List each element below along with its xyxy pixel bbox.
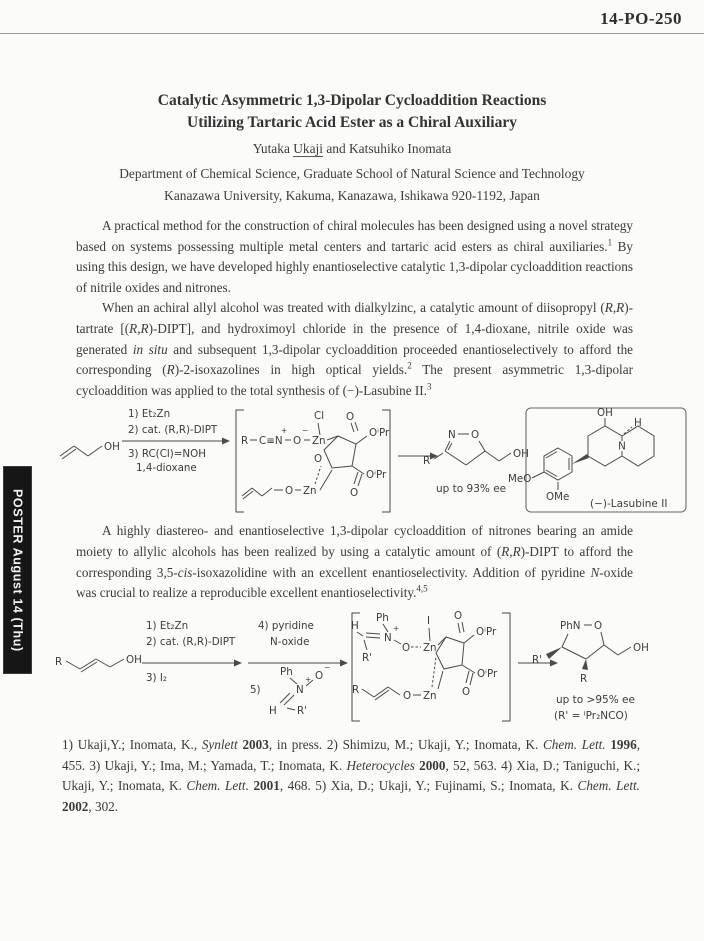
ring-nitrogen: N	[618, 440, 626, 453]
minus-charge: −	[324, 662, 331, 672]
isoxazoline-product	[423, 429, 532, 496]
atom-label-zn: Zn	[423, 641, 437, 654]
affiliation	[0, 163, 704, 207]
ring-o: O	[471, 429, 480, 442]
ring-n: N	[448, 429, 456, 442]
condition-5: 5)	[250, 683, 261, 696]
substituent-r: R	[352, 683, 360, 696]
atom-label-r: R	[241, 435, 249, 448]
condition-3: 3) RC(Cl)=NOH	[128, 448, 206, 461]
piperidine-ring	[588, 426, 622, 466]
references: 1) Ukaji,Y.; Inomata, K., Synlett 2003, in press. 2) Shimizu, M.; Ukaji, Y.; Inomata, K. Chem. Lett. 1996, 455. 3) Ukaji, Y.; Ima, M.; Yamada, T.; Inomata, K. Heterocycles 2000, 52, 563. 4) Xia, D.; Taniguchi, K.; Ukaji, Y.; Inomata, K. Chem. Lett. 2001, 468. 5) Xia, D.; Ukaji, Y.; Fujinami, S.; Inomata, K. Chem. Lett. 2002, 302.	[62, 736, 640, 815]
bridge-o: O	[314, 453, 323, 466]
zinc-intermediate-complex	[351, 610, 510, 721]
carbonyl-o-2: O	[462, 685, 471, 698]
condition-2: 2) cat. (R,R)-DIPT	[128, 424, 218, 437]
atom-label-zn2: Zn	[303, 485, 317, 498]
tartrate-ring	[324, 436, 356, 468]
condition-4: 1,4-dioxane	[136, 462, 197, 475]
ring-phn: PhN	[560, 619, 581, 632]
bracket-right	[502, 613, 510, 721]
condition-1: 1) Et₂Zn	[128, 408, 171, 421]
plus-charge: +	[305, 674, 312, 684]
lasubine-caption: (−)-Lasubine II	[590, 498, 668, 511]
rprime-definition: (R' = ⁱPr₂NCO)	[554, 709, 628, 722]
reaction-arrow-1	[142, 620, 242, 684]
wedge-bond	[572, 454, 589, 464]
ee-value: up to >95% ee	[556, 693, 635, 706]
substituent-r: R	[423, 455, 431, 468]
atom-label-zn2: Zn	[423, 689, 437, 702]
phenyl-label: Ph	[280, 665, 293, 678]
reaction-arrow-1	[122, 408, 230, 474]
body-column	[55, 216, 668, 818]
abstract-paragraph-2: When an achiral allyl alcohol was treated with dialkylzinc, a catalytic amount of diisopropyl (R,R)-tartrate [(R,R)-DIPT], and hydroximoyl chloride in the presence of 1,4-dioxane, nitrile oxide was generated in situ and subsequent 1,3-dipolar cycloaddition proceeded enantioselectively to afford the corresponding (R)-2-isoxazolines in high optical yields.$^2$ The present asymmetric 1,3-dipolar cycloaddition was applied to the total synthesis of (−)-Lasubine II.$^3$	[76, 300, 634, 398]
affiliation-line-1: Department of Chemical Science, Graduate School of Natural Science and Technology	[119, 166, 585, 181]
ester-oipr-2: OⁱPr	[477, 667, 498, 680]
quinolizidine-ring	[622, 426, 654, 466]
benzene-ring	[544, 448, 572, 480]
affiliation-line-2: Kanazawa University, Kakuma, Kanazawa, Ishikawa 920-1192, Japan	[164, 188, 540, 203]
bracket-right	[382, 410, 390, 512]
product-oh: OH	[513, 448, 529, 461]
atom-label-h: H	[351, 619, 359, 632]
hydroxyl-label: OH	[104, 441, 120, 454]
condition-4b: N-oxide	[270, 635, 310, 648]
atom-label-zn: Zn	[312, 435, 326, 448]
wedge-bond-rprime	[546, 647, 562, 659]
reaction-scheme-2	[50, 607, 700, 729]
plus-charge: +	[281, 426, 288, 436]
paper-number: 14-PO-250	[600, 9, 682, 28]
nitrone-o: O	[315, 669, 324, 682]
author-first: Yutaka	[252, 141, 294, 156]
atom-label-o: O	[293, 435, 302, 448]
paper-title-line-2: Utilizing Tartaric Acid Ester as a Chiral Auxiliary	[187, 114, 517, 131]
tartrate-ring	[436, 637, 464, 669]
alkoxide-o: O	[403, 689, 412, 702]
plus-charge: +	[393, 623, 400, 633]
allyl-alcohol-structure	[60, 441, 120, 459]
reaction-arrow-2	[248, 620, 348, 717]
alkoxide-o: O	[285, 485, 294, 498]
condition-3: 3) I₂	[146, 671, 168, 684]
nitrone-structure	[269, 663, 330, 717]
atom-label-n: N	[384, 631, 392, 644]
ring-o: O	[594, 619, 603, 632]
ester-oipr-1: OⁱPr	[476, 625, 497, 638]
atom-label-i: I	[427, 614, 431, 627]
methoxy-meo: MeO	[508, 473, 532, 486]
isoxazolidine-product	[532, 620, 649, 722]
ee-value: up to 93% ee	[436, 483, 507, 496]
authors-line	[0, 141, 704, 157]
methoxy-ome: OMe	[546, 491, 570, 504]
substituent-rprime: R'	[532, 653, 542, 666]
reaction-scheme-1	[52, 404, 692, 518]
ester-oipr-2: OⁱPr	[366, 469, 387, 482]
lasubine-structure-box	[508, 407, 686, 512]
author-second: and Katsuhiko Inomata	[322, 141, 452, 156]
atom-label-o: O	[402, 641, 411, 654]
phenyl-label: Ph	[376, 611, 389, 624]
minus-charge: −	[302, 426, 309, 436]
condition-2: 2) cat. (R,R)-DIPT	[146, 635, 236, 648]
carbonyl-o-2: O	[350, 487, 359, 500]
carbonyl-o: O	[454, 609, 463, 622]
paper-title-line-1: Catalytic Asymmetric 1,3-Dipolar Cycloaddition Reactions	[157, 92, 547, 109]
stereo-h: H	[634, 417, 642, 430]
zinc-intermediate-complex	[236, 410, 390, 512]
nitrone-rprime: R'	[297, 704, 307, 717]
wedge-bond-r	[582, 659, 588, 670]
lasubine-oh: OH	[597, 407, 613, 420]
condition-1: 1) Et₂Zn	[146, 619, 189, 632]
abstract-paragraph-1: A practical method for the construction of chiral molecules has been designed using a novel strategy based on systems possessing multiple metal centers and tartaric acid esters as chiral auxiliaries.$^1$ By using this design, we have developed highly enantioselective catalytic 1,3-dipolar cycloaddition reactions of nitrile oxides and nitrones.	[76, 218, 634, 295]
condition-4: 4) pyridine	[258, 619, 314, 632]
nitrile-oxide-label: C≡N	[259, 435, 283, 448]
allylic-alcohol-structure	[55, 654, 142, 672]
reaction-arrow-2	[398, 453, 438, 460]
carbonyl-o: O	[346, 411, 355, 424]
substituent-r: R	[580, 672, 588, 685]
paper-title	[0, 90, 704, 134]
author-underlined-name: Ukaji	[293, 141, 323, 156]
poster-session-tab	[4, 467, 31, 673]
nitrone-h: H	[269, 704, 277, 717]
product-oh: OH	[633, 641, 649, 654]
ester-oipr-1: OⁱPr	[369, 427, 390, 440]
hydroxyl-label: OH	[126, 653, 142, 666]
bracket-left	[236, 410, 244, 512]
abstract-paragraph-3: A highly diastereo- and enantioselective 1,3-dipolar cycloaddition of nitrones bearing an amide moiety to allylic alcohols has been realized by using a catalytic amount of (R,R)-DIPT to afford the corresponding 3,5-cis-isoxazolidine with an excellent enantioselectivity. Addition of pyridine N-oxide was crucial to realize a reproducible excellent enantioselectivity.$^{4,5}$	[76, 523, 633, 601]
atom-label-rprime: R'	[362, 651, 372, 664]
poster-session-label: POSTER August 14 (Thu)	[10, 488, 25, 652]
substituent-r: R	[55, 655, 63, 668]
nitrone-n: N	[296, 683, 304, 696]
atom-label-cl: Cl	[314, 410, 325, 423]
header-rule	[0, 33, 704, 34]
